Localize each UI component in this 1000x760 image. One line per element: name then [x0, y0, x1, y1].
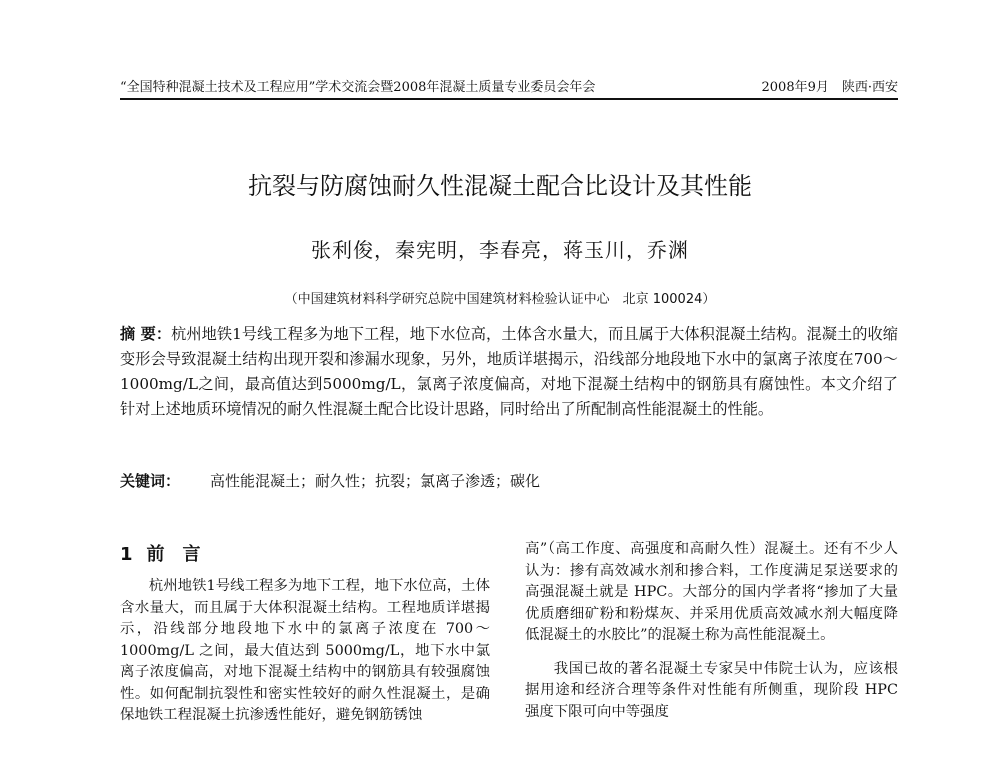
right-column — [525, 539, 898, 723]
header-conference: “全国特种混凝土技术及工程应用”学术交流会暨2008年混凝土质量专业委员会年会 — [120, 80, 596, 95]
body-paragraph: 我国已故的著名混凝土专家吴中伟院士认为，应该根据用途和经济合理等条件对性能有所侧重，现阶段 HPC 强度下限可向中等强度 — [525, 660, 898, 720]
keywords — [120, 470, 898, 492]
section-number: 1 — [120, 544, 133, 565]
body-paragraph-continued: 高”（高工作度、高强度和高耐久性）混凝土。还有不少人认为：掺有高效减水剂和掺合料，工作度满足泵送要求的高强混凝土就是 HPC。大部分的国内学者将“掺加了大量优质磨细矿粉和粉煤灰、并采用优质高效减水剂大幅度降低混凝土的水胶比”的混凝土称为高性能混凝土。 — [525, 541, 898, 643]
keywords-label: 关键词： — [120, 472, 181, 490]
header-rule — [120, 98, 898, 100]
section-heading — [120, 540, 490, 566]
abstract — [120, 322, 898, 422]
paper-title: 抗裂与防腐蚀耐久性混凝土配合比设计及其性能 — [248, 172, 752, 200]
section-title: 前 言 — [146, 544, 201, 565]
paper-affiliation: （中国建筑材料科学研究总院中国建筑材料检验认证中心 北京 100024） — [284, 292, 716, 307]
header-date-location: 2008年9月 陕西·西安 — [761, 80, 898, 95]
abstract-text: 杭州地铁1号线工程多为地下工程，地下水位高，土体含水量大，而且属于大体积混凝土结构。混凝土的收缩变形会导致混凝土结构出现开裂和渗漏水现象，另外，地质详堪揭示，沿线部分地段地下水中的氯离子浓度在700～1000mg/L之间，最高值达到5000mg/L，氯离子浓度偏高，对地下混凝土结构中的钢筋具有腐蚀性。本文介绍了针对上述地质环境情况的耐久性混凝土配合比设计思路，同时给出了所配制高性能混凝土的性能。 — [120, 325, 898, 418]
paper-authors: 张利俊，秦宪明，李春亮，蒋玉川，乔渊 — [311, 238, 689, 262]
left-column — [120, 540, 490, 727]
body-paragraph: 杭州地铁1号线工程多为地下工程，地下水位高，土体含水量大，而且属于大体积混凝土结构。工程地质详堪揭示，沿线部分地段地下水中的氯离子浓度在 700～1000mg/L 之间，最大值达到 5000mg/L，地下水中氯离子浓度偏高，对地下混凝土结构中的钢筋具有较强腐蚀性。如何配制抗裂性和密实性较好的耐久性混凝土，是确保地铁工程混凝土抗渗透性能好，避免钢筋锈蚀 — [120, 578, 490, 723]
abstract-label: 摘 要： — [120, 325, 172, 343]
keywords-text: 高性能混凝土；耐久性；抗裂；氯离子渗透；碳化 — [210, 472, 541, 490]
